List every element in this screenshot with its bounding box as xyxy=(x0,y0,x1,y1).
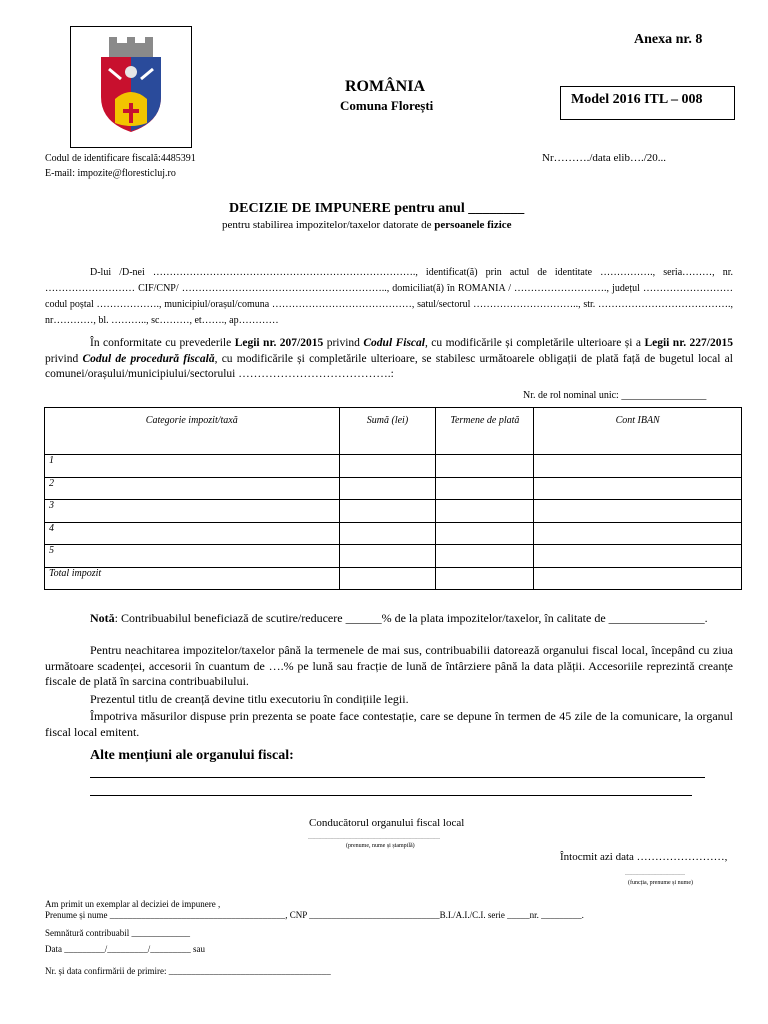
total-amount-cell[interactable] xyxy=(339,567,436,590)
leader-caption: (prenume, nume și ștampilă) xyxy=(346,843,415,849)
prepared-caption: (funcția, prenume și nume) xyxy=(628,880,693,886)
mentions-line-1[interactable] xyxy=(90,777,705,778)
receipt-date[interactable]: Data _________/_________/_________ sau xyxy=(45,944,205,954)
legal-text-1: În conformitate cu prevederile xyxy=(90,337,235,349)
total-label: Total impozit xyxy=(45,567,340,590)
iban-cell[interactable] xyxy=(534,545,742,568)
crest-frame xyxy=(70,26,192,148)
model-label: Model 2016 ITL – 008 xyxy=(571,92,703,107)
iban-cell[interactable] xyxy=(534,455,742,478)
mentions-line-2[interactable] xyxy=(90,795,692,796)
row-label: 1 xyxy=(45,455,340,478)
amount-cell[interactable] xyxy=(339,522,436,545)
table-row xyxy=(45,522,742,545)
total-deadline-cell[interactable] xyxy=(436,567,534,590)
table-row xyxy=(45,545,742,568)
header-amount: Sumă (lei) xyxy=(339,408,436,455)
row-label: 2 xyxy=(45,477,340,500)
document-number: Nr………./data elib…./20... xyxy=(542,152,667,164)
amount-cell[interactable] xyxy=(339,477,436,500)
legal-text-9: , cu modificările și completările ulterioare, se stabilesc următoarele obligații de plată față de bugetul local al comunei/orașului/municipiului/sectorului ………………………………….: xyxy=(45,352,733,380)
leader-label: Conducătorul organului fiscal local xyxy=(309,817,465,829)
row-label: 4 xyxy=(45,522,340,545)
table-row xyxy=(45,477,742,500)
decision-subtitle xyxy=(222,219,512,231)
receipt-confirmation[interactable]: Nr. și data confirmării de primire: ____________________________________ xyxy=(45,966,331,976)
prepared-on-date: Întocmit azi data ……………………, xyxy=(560,851,728,863)
receipt-line-1: Am primit un exemplar al deciziei de impunere , xyxy=(45,899,221,909)
law-207: Legii nr. 207/2015 xyxy=(234,337,324,349)
penalty-paragraph: Pentru neachitarea impozitelor/taxelor până la termenele de mai sus, contribuabilii datorează organului fiscal local, începând cu ziua următoare scadenței, accesorii în cuantum de ….% pe lună sau fracție de lună de întârziere până la data plății. Accesoriile reprezintă creanțe fiscale de plată în sarcina contribuabilului. xyxy=(45,643,733,688)
prepared-signature-line[interactable]: ………………………… xyxy=(625,871,685,877)
executory-paragraph: Prezentul titlu de creanță devine titlu executoriu în condițiile legii. xyxy=(90,692,409,706)
note-text: : Contribuabilul beneficiază de scutire/reducere ______% de la plata impozitelor/taxelor, în calitate de ________________. xyxy=(114,611,708,625)
amount-cell[interactable] xyxy=(339,455,436,478)
identity-block: D-lui /D-nei ……………………………………………………………………., identificat(ă) prin actul de identitate ……………., seria………, nr. ……………………… CIF/CNP/ …………………………………………………….., domiciliat(ă) în ROMANIA / ………………………., județul ……………………… codul poștal ………………., municipiul/orașul/comuna ……………………………………, satul/sectorul ………………………….., str. …………………………………., nr…………, bl. ……….., sc………, et……., ap………… xyxy=(45,267,733,326)
row-label: 3 xyxy=(45,500,340,523)
note-paragraph xyxy=(45,611,733,627)
receipt-signature[interactable]: Semnătură contribuabil _____________ xyxy=(45,928,190,938)
fiscal-code: Codul de identificare fiscală:4485391 xyxy=(45,153,196,164)
subtitle-text: pentru stabilirea impozitelor/taxelor datorate de xyxy=(222,219,435,231)
coat-of-arms-icon xyxy=(71,27,191,147)
amount-cell[interactable] xyxy=(339,545,436,568)
role-number: Nr. de rol nominal unic: _________________ xyxy=(523,390,707,401)
legal-text-3: privind xyxy=(323,337,364,349)
tax-table xyxy=(44,407,742,590)
amount-cell[interactable] xyxy=(339,500,436,523)
legal-paragraph xyxy=(45,336,733,383)
receipt-name-cnp[interactable]: Prenume și nume _______________________________________, CNP _____________________________B.I./A.I./C.I. serie _____nr. _________. xyxy=(45,910,584,920)
appeal-paragraph: Împotriva măsurilor dispuse prin prezenta se poate face contestație, care se depune în termen de 45 zile de la comunicare, la organul fiscal local emitent. xyxy=(45,709,733,739)
legal-text-7: privind xyxy=(45,352,83,365)
header-deadline: Termene de plată xyxy=(436,408,534,455)
note-label: Notă xyxy=(90,611,115,625)
iban-cell[interactable] xyxy=(534,500,742,523)
deadline-cell[interactable] xyxy=(436,477,534,500)
fiscal-code-law: Codul Fiscal xyxy=(363,337,425,349)
procedure-code-law: Codul de procedură fiscală xyxy=(82,352,215,365)
iban-cell[interactable] xyxy=(534,477,742,500)
model-box xyxy=(560,86,735,120)
deadline-cell[interactable] xyxy=(436,500,534,523)
header-iban: Cont IBAN xyxy=(534,408,742,455)
other-mentions-label: Alte mențiuni ale organului fiscal: xyxy=(90,748,294,763)
deadline-cell[interactable] xyxy=(436,545,534,568)
row-label: 5 xyxy=(45,545,340,568)
annex-label: Anexa nr. 8 xyxy=(634,32,703,47)
table-header-row xyxy=(45,408,742,455)
email: E-mail: impozite@floresticluj.ro xyxy=(45,168,176,179)
law-227: Legii nr. 227/2015 xyxy=(644,337,734,349)
table-row xyxy=(45,455,742,478)
legal-text-5: , cu modificările și completările ulterioare și a xyxy=(424,337,645,349)
municipality-title: Comuna Florești xyxy=(340,98,434,113)
decision-title: DECIZIE DE IMPUNERE pentru anul ________ xyxy=(229,201,525,216)
subtitle-bold: persoanele fizice xyxy=(434,219,512,231)
leader-signature-line[interactable]: ………………………………………………………… xyxy=(308,835,440,841)
total-iban-cell[interactable] xyxy=(534,567,742,590)
header-category: Categorie impozit/taxă xyxy=(45,408,340,455)
iban-cell[interactable] xyxy=(534,522,742,545)
deadline-cell[interactable] xyxy=(436,522,534,545)
country-title: ROMÂNIA xyxy=(345,78,425,95)
table-row-total xyxy=(45,567,742,590)
deadline-cell[interactable] xyxy=(436,455,534,478)
table-row xyxy=(45,500,742,523)
